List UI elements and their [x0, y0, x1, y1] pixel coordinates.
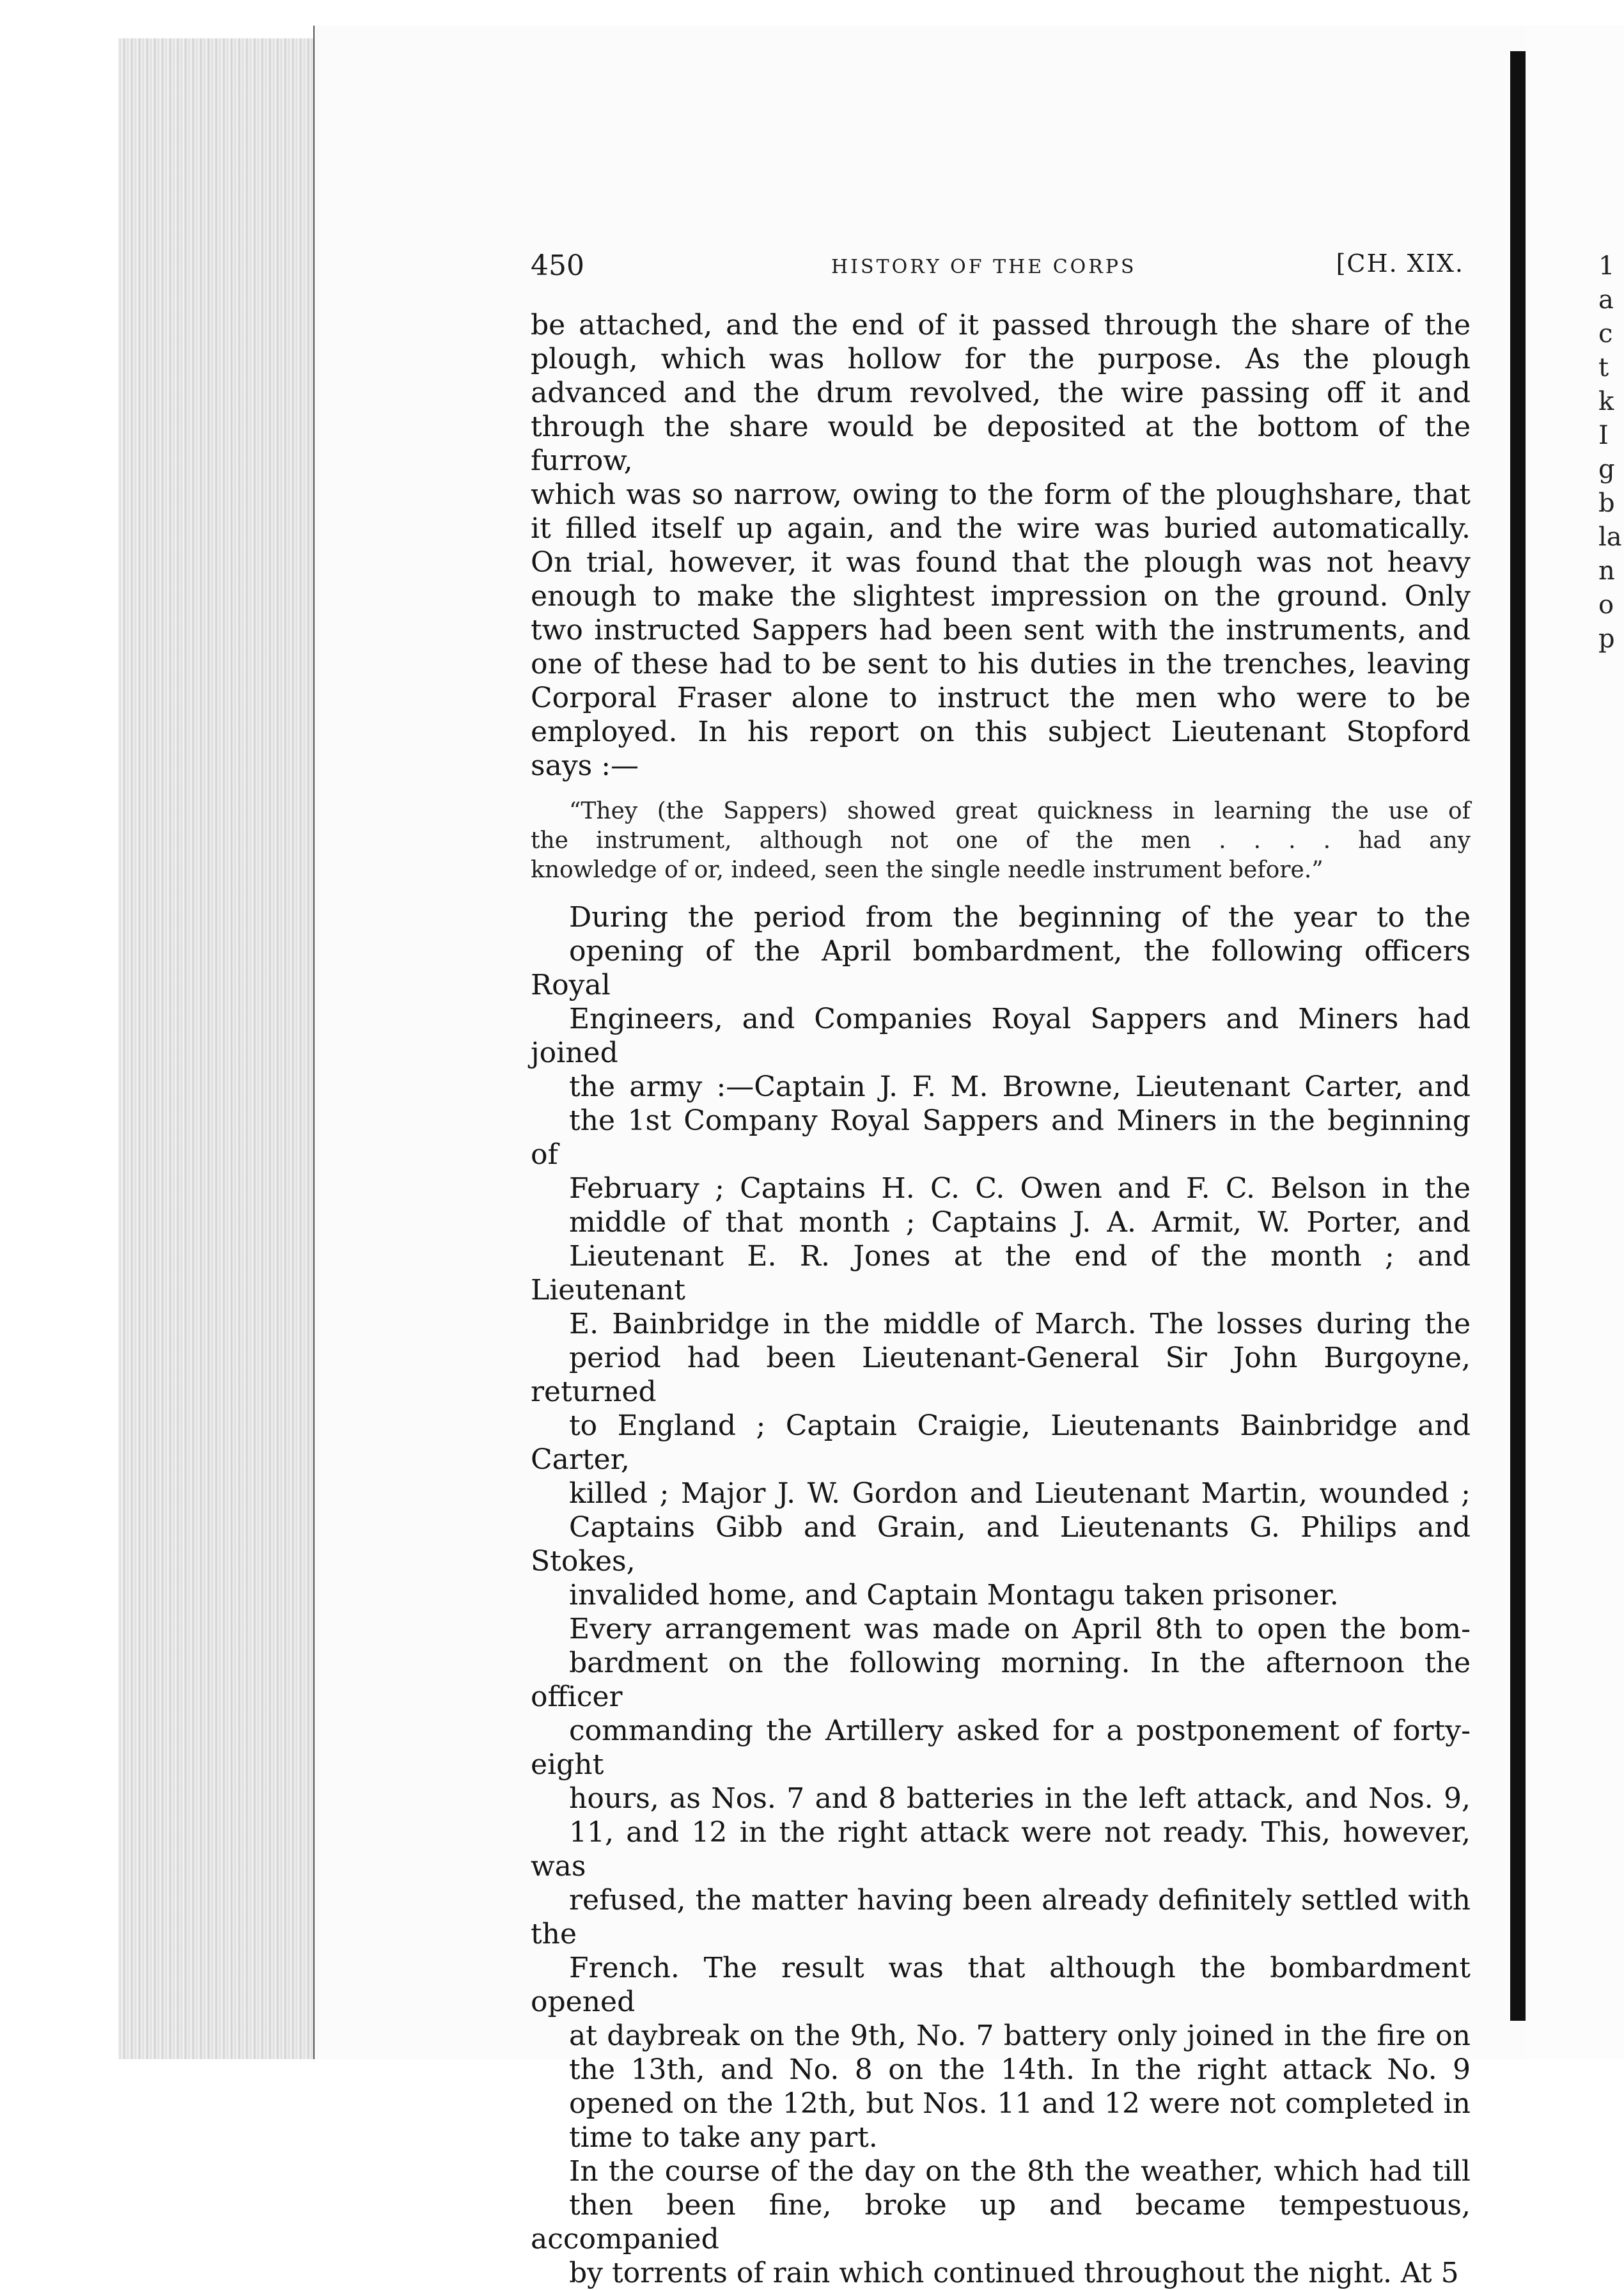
chapter-reference: [CH. XIX.: [1336, 249, 1464, 278]
text-line: opening of the April bombardment, the following officers Royal: [531, 935, 1471, 1001]
text-line: 11, and 12 in the right attack were not ready. This, however, was: [531, 1816, 1471, 1883]
text-line: Every arrangement was made on April 8th to open the bom-: [569, 1613, 1471, 1645]
paragraph: [531, 900, 1471, 1612]
right-page-fragment: k: [1598, 387, 1614, 416]
text-line: hours, as Nos. 7 and 8 batteries in the left attack, and Nos. 9,: [569, 1782, 1471, 1815]
text-line: bardment on the following morning. In the afternoon the officer: [531, 1647, 1471, 1713]
text-line: opened on the 12th, but Nos. 11 and 12 were not completed in: [569, 2087, 1471, 2120]
paragraph: [531, 2154, 1471, 2290]
text-line: middle of that month ; Captains J. A. Armit, W. Porter, and: [569, 1206, 1471, 1239]
text-line: enough to make the slightest impression on the ground. Only: [531, 580, 1471, 613]
text-line: In the course of the day on the 8th the weather, which had till: [569, 2155, 1471, 2188]
paragraph: [531, 1612, 1471, 2154]
text-line: two instructed Sappers had been sent with the instruments, and: [531, 614, 1471, 647]
text-line: killed ; Major J. W. Gordon and Lieutenant Martin, wounded ;: [569, 1477, 1471, 1510]
running-head: [531, 249, 1464, 288]
running-title: HISTORY OF THE CORPS: [831, 256, 1137, 278]
text-line: During the period from the beginning of the year to the: [569, 901, 1471, 934]
text-line: On trial, however, it was found that the plough was not heavy: [531, 546, 1471, 579]
book-gutter: [1510, 51, 1526, 2021]
text-line: French. The result was that although the bombardment opened: [531, 1952, 1471, 2018]
right-page-fragment: t: [1598, 353, 1609, 382]
text-line: advanced and the drum revolved, the wire passing off it and: [531, 377, 1471, 409]
text-line: E. Bainbridge in the middle of March. The losses during the: [569, 1308, 1471, 1340]
text-line: at daybreak on the 9th, No. 7 battery only joined in the fire on: [569, 2019, 1471, 2052]
text-line: plough, which was hollow for the purpose. As the plough: [531, 343, 1471, 375]
text-line: invalided home, and Captain Montagu taken prisoner.: [569, 1579, 1339, 1612]
right-page-fragment: g: [1598, 455, 1615, 484]
text-line: Corporal Fraser alone to instruct the men who were to be: [531, 682, 1471, 714]
body-text: [531, 308, 1471, 2290]
text-line: commanding the Artillery asked for a postponement of forty-eight: [531, 1714, 1471, 1781]
text-line: employed. In his report on this subject Lieutenant Stopford: [531, 716, 1471, 748]
text-line: says :—: [531, 749, 639, 782]
text-line: through the share would be deposited at the bottom of the furrow,: [531, 411, 1471, 477]
right-page-fragment: p: [1598, 624, 1615, 654]
page-edges: [118, 38, 329, 2059]
right-page-fragment: I: [1598, 421, 1609, 450]
text-line: then been fine, broke up and became tempestuous, accompanied: [531, 2189, 1471, 2255]
paragraph: [531, 308, 1471, 783]
text-line: Engineers, and Companies Royal Sappers and Miners had joined: [531, 1003, 1471, 1069]
right-page-fragment: b: [1598, 489, 1615, 518]
right-page-fragment: c: [1598, 319, 1613, 349]
right-page-fragment: la: [1598, 522, 1622, 552]
right-page-fragment: o: [1598, 590, 1614, 620]
text-line: the 1st Company Royal Sappers and Miners in the beginning of: [531, 1104, 1471, 1171]
text-line: one of these had to be sent to his duties in the trenches, leaving: [531, 648, 1471, 680]
text-line: the army :—Captain J. F. M. Browne, Lieutenant Carter, and: [569, 1070, 1471, 1103]
quote-line: knowledge of or, indeed, seen the single needle instrument before.”: [531, 857, 1323, 883]
quote-line: “They (the Sappers) showed great quickness in learning the use of: [569, 798, 1471, 824]
quote-line: the instrument, although not one of the men . . . . had any: [531, 827, 1471, 854]
right-page-fragment: a: [1598, 285, 1614, 315]
text-line: which was so narrow, owing to the form of the ploughshare, that: [531, 478, 1471, 511]
text-line: time to take any part.: [569, 2121, 878, 2154]
text-line: refused, the matter having been already definitely settled with the: [531, 1884, 1471, 1950]
text-line: by torrents of rain which continued throughout the night. At 5: [569, 2257, 1459, 2289]
text-line: to England ; Captain Craigie, Lieutenants Bainbridge and Carter,: [531, 1409, 1471, 1476]
right-page-text-fragments: [1598, 249, 1624, 656]
text-line: Lieutenant E. R. Jones at the end of the month ; and Lieutenant: [531, 1240, 1471, 1306]
right-page-fragment: 1: [1598, 251, 1615, 281]
text-line: period had been Lieutenant-General Sir John Burgoyne, returned: [531, 1342, 1471, 1408]
text-line: it filled itself up again, and the wire was buried automatically.: [531, 512, 1471, 545]
page-number: 450: [531, 249, 584, 282]
text-line: February ; Captains H. C. C. Owen and F. C. Belson in the: [569, 1172, 1471, 1205]
text-line: be attached, and the end of it passed through the share of the: [531, 309, 1471, 341]
text-line: Captains Gibb and Grain, and Lieutenants G. Philips and Stokes,: [531, 1511, 1471, 1578]
text-line: the 13th, and No. 8 on the 14th. In the right attack No. 9: [569, 2053, 1471, 2086]
right-page-fragment: n: [1598, 556, 1615, 586]
block-quotation: [531, 797, 1471, 885]
